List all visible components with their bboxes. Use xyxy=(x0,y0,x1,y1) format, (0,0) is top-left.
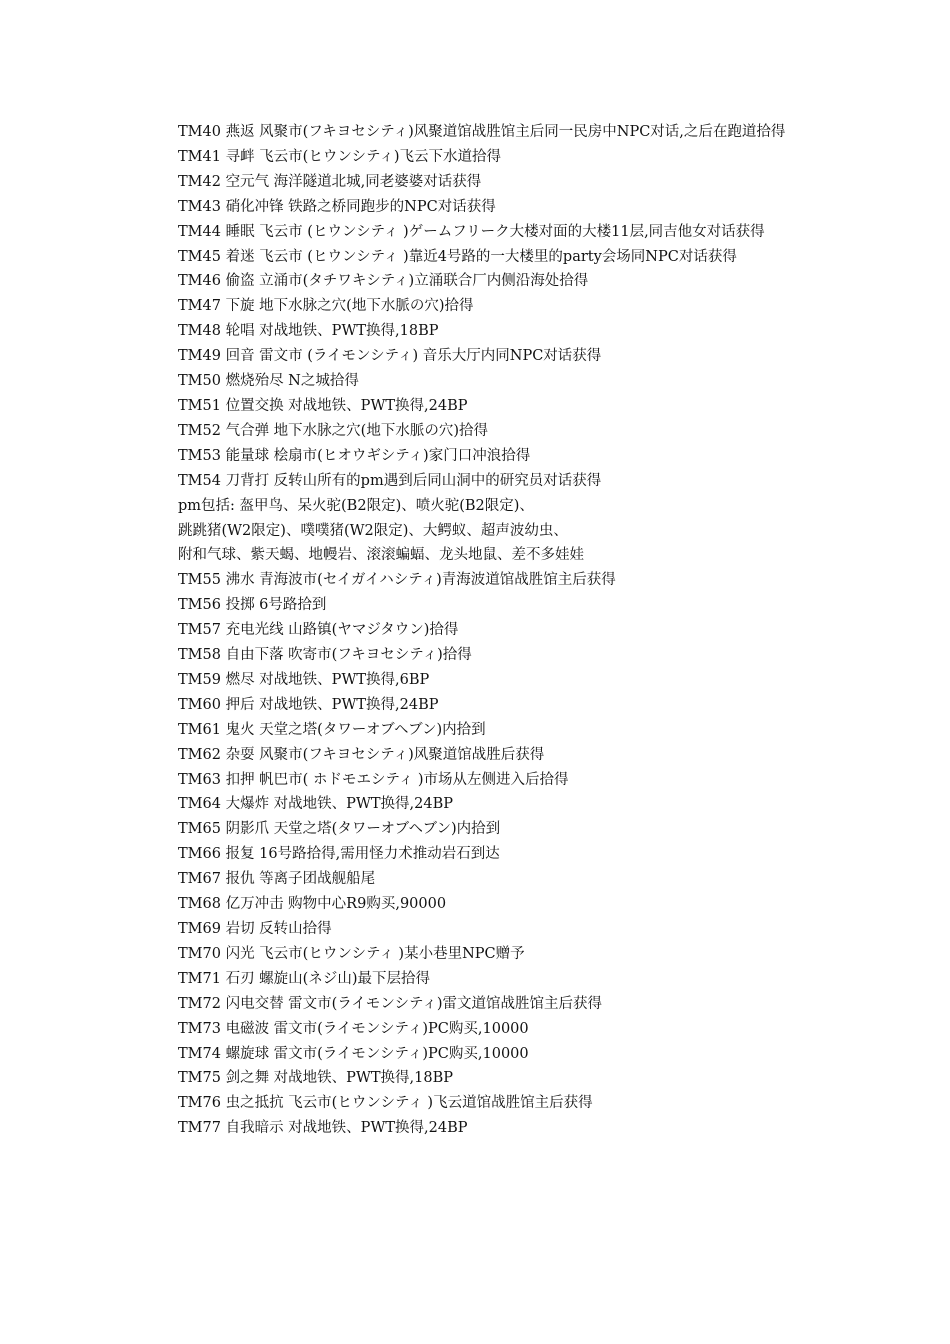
paragraph-tm68: TM68 亿万冲击 购物中心R9购买,90000 xyxy=(178,896,447,913)
paragraph-tm62: TM62 杂耍 风聚市(フキヨセシティ)风聚道馆战胜后获得 xyxy=(178,746,545,763)
paragraph-tm60: TM60 押后 对战地铁、PWT换得,24BP xyxy=(178,696,439,713)
paragraph-tm74: TM74 螺旋球 雷文市(ライモンシティ)PC购买,10000 xyxy=(178,1045,529,1062)
paragraph-tm56: TM56 投掷 6号路拾到 xyxy=(178,597,327,614)
paragraph-tm57: TM57 充电光线 山路镇(ヤマジタウン)拾得 xyxy=(178,622,459,639)
paragraph-tm51: TM51 位置交换 对战地铁、PWT换得,24BP xyxy=(178,397,468,414)
paragraph-tm55: TM55 沸水 青海波市(セイガイハシティ)青海波道馆战胜馆主后获得 xyxy=(178,572,616,589)
paragraph-tm47: TM47 下旋 地下水脉之穴(地下水脈の穴)拾得 xyxy=(178,298,474,315)
paragraph-tm61: TM61 鬼火 天堂之塔(タワーオブヘブン)内拾到 xyxy=(178,721,486,738)
paragraph-tm42: TM42 空元气 海洋隧道北城,同老婆婆对话获得 xyxy=(178,173,482,190)
paragraph-tm77: TM77 自我暗示 对战地铁、PWT换得,24BP xyxy=(178,1120,468,1137)
paragraph-tm70: TM70 闪光 飞云市(ヒウンシティ )某小巷里NPC赠予 xyxy=(178,945,525,962)
paragraph-tm45: TM45 着迷 飞云市 (ヒウンシティ )靠近4号路的一大楼里的party会场同NPC对话获得 xyxy=(178,248,737,265)
document-body xyxy=(143,120,811,1141)
paragraph-tm49: TM49 回音 雷文市 (ライモンシティ) 音乐大厅内同NPC对话获得 xyxy=(178,348,602,365)
paragraph-tm64: TM64 大爆炸 对战地铁、PWT换得,24BP xyxy=(178,796,453,813)
paragraph-tm50: TM50 燃烧殆尽 N之城拾得 xyxy=(178,373,359,390)
paragraph-tm59: TM59 燃尽 对战地铁、PWT换得,6BP xyxy=(178,671,430,688)
paragraph-tm44: TM44 睡眠 飞云市 (ヒウンシティ )ゲームフリーク大楼对面的大楼11层,同吉他女对话获得 xyxy=(178,223,765,240)
paragraph-tm41: TM41 寻衅 飞云市(ヒウンシティ)飞云下水道拾得 xyxy=(178,148,501,165)
paragraph-tm69: TM69 岩切 反转山拾得 xyxy=(178,921,332,937)
paragraph-tm65: TM65 阴影爪 天堂之塔(タワーオブヘブン)内拾到 xyxy=(178,821,501,838)
paragraph-tm54: TM54 刀背打 反转山所有的pm遇到后同山洞中的研究员对话获得 xyxy=(178,472,602,489)
paragraph-tm66: TM66 报复 16号路拾得,需用怪力术推动岩石到达 xyxy=(178,846,500,863)
paragraph-tm67: TM67 报仇 等离子团战舰船尾 xyxy=(178,871,376,888)
paragraph-pm-list-2: 跳跳猪(W2限定)、噗噗猪(W2限定)、大鳄蚁、超声波幼虫、 xyxy=(178,522,568,539)
paragraph-tm48: TM48 轮唱 对战地铁、PWT换得,18BP xyxy=(178,323,439,340)
paragraph-tm72: TM72 闪电交替 雷文市(ライモンシティ)雷文道馆战胜馆主后获得 xyxy=(178,995,603,1012)
paragraph-pm-list-1: pm包括: 盔甲鸟、呆火驼(B2限定)、喷火驼(B2限定)、 xyxy=(178,497,534,514)
paragraph-tm46: TM46 偷盗 立涌市(タチワキシティ)立涌联合厂内侧沿海处拾得 xyxy=(178,273,589,290)
paragraph-tm43: TM43 硝化冲锋 铁路之桥同跑步的NPC对话获得 xyxy=(178,198,496,215)
paragraph-tm75: TM75 剑之舞 对战地铁、PWT换得,18BP xyxy=(178,1070,453,1087)
paragraph-tm52: TM52 气合弹 地下水脉之穴(地下水脈の穴)拾得 xyxy=(178,422,488,439)
paragraph-tm40: TM40 燕返 风聚市(フキヨセシティ)风聚道馆战胜馆主后同一民房中NPC对话,之后在跑道拾得 xyxy=(178,124,786,140)
paragraph-tm76: TM76 虫之抵抗 飞云市(ヒウンシティ )飞云道馆战胜馆主后获得 xyxy=(178,1095,593,1112)
paragraph-tm73: TM73 电磁波 雷文市(ライモンシティ)PC购买,10000 xyxy=(178,1020,529,1037)
paragraph-tm71: TM71 石刃 螺旋山(ネジ山)最下层拾得 xyxy=(178,970,431,987)
paragraph-pm-list-3: 附和气球、紫天蝎、地幔岩、滚滚蝙蝠、龙头地鼠、差不多娃娃 xyxy=(178,547,584,564)
paragraph-tm53: TM53 能量球 桧扇市(ヒオウギシティ)家门口冲浪拾得 xyxy=(178,447,531,464)
paragraph-tm58: TM58 自由下落 吹寄市(フキヨセシティ)拾得 xyxy=(178,647,472,664)
paragraph-tm63: TM63 扣押 帆巴市( ホドモエシティ )市场从左侧进入后拾得 xyxy=(178,771,569,788)
